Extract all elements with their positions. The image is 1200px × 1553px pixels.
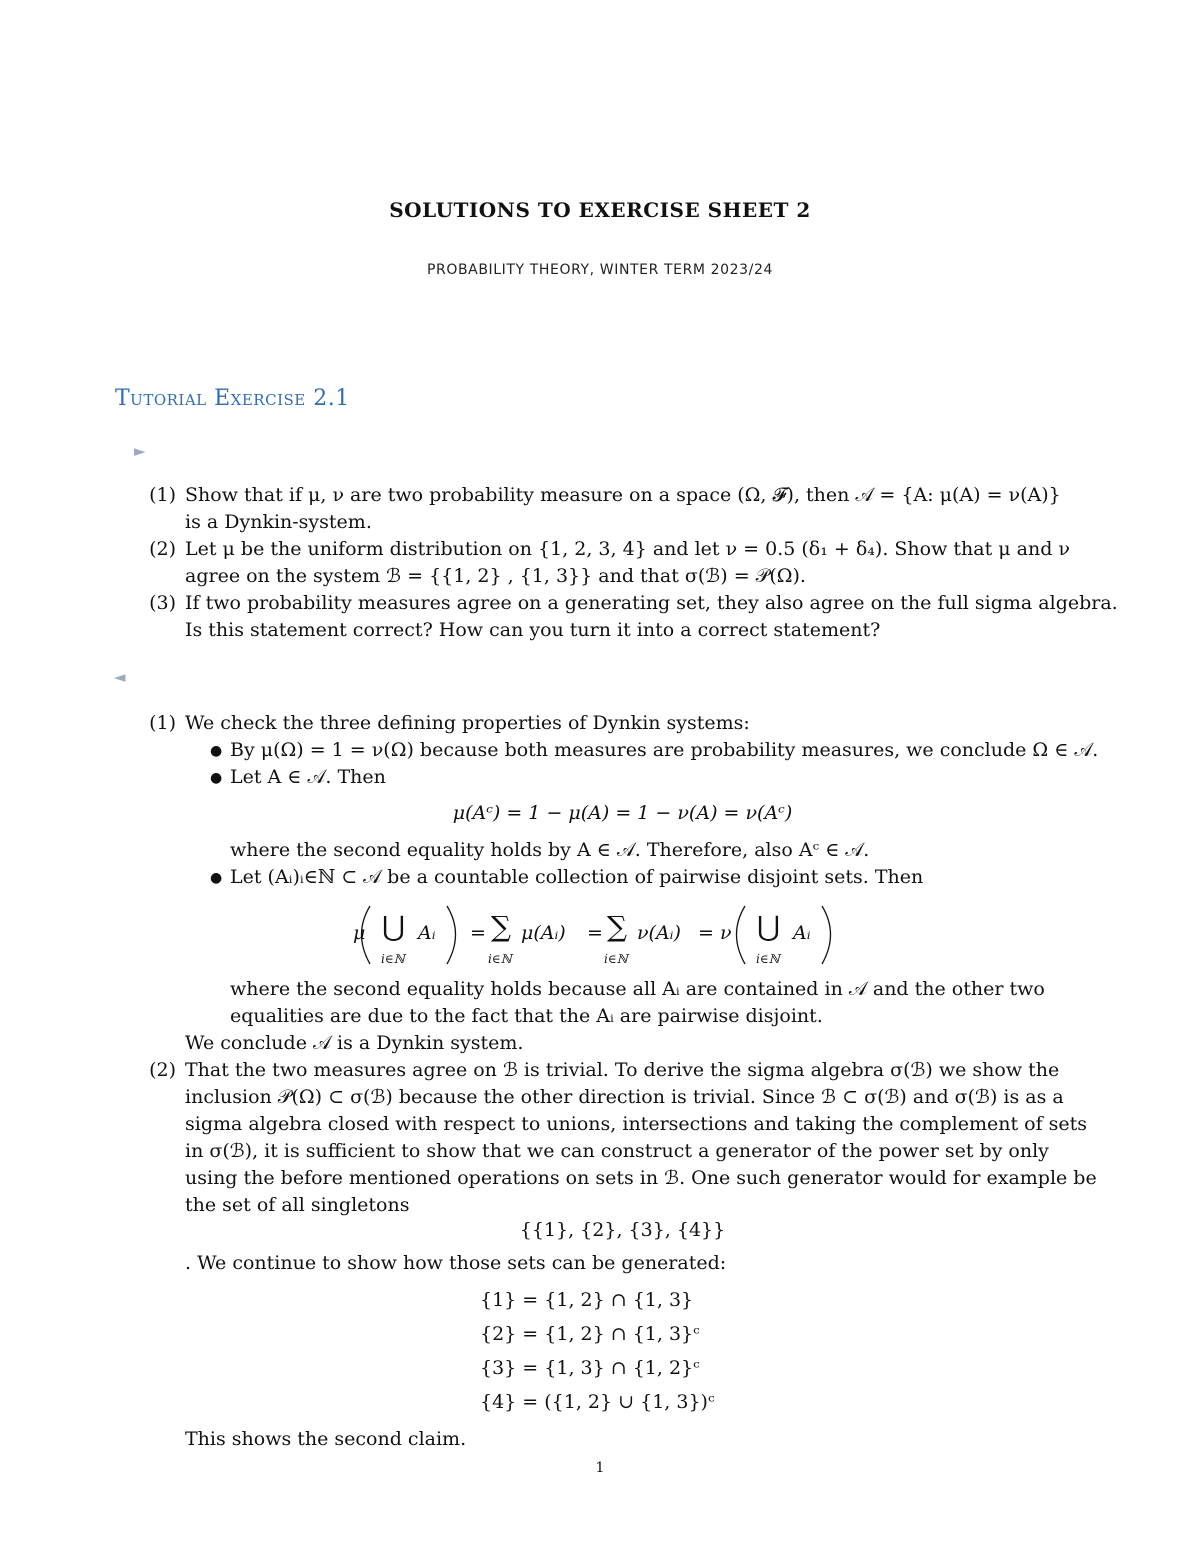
eq-equals: =	[698, 922, 714, 944]
solution-text: the set of all singletons	[185, 1194, 410, 1216]
eq-sum-symbol: ∑	[607, 910, 627, 943]
eq-index: i∈ℕ	[756, 952, 780, 966]
exercise-item-line: Show that if μ, ν are two probability measure on a space (Ω, 𝓕), then 𝒜 = {A: μ(A) = ν(A)}	[185, 484, 1061, 506]
solution-text: This shows the second claim.	[185, 1428, 467, 1450]
eq-nu: ν	[720, 922, 732, 944]
solution-text: in σ(ℬ), it is sufficient to show that we can construct a generator of the power set by only	[185, 1140, 1049, 1162]
solution-text: sigma algebra closed with respect to unions, intersections and taking the complement of sets	[185, 1113, 1088, 1135]
exercise-item-number: (2)	[149, 538, 176, 560]
page-number: 1	[595, 1460, 605, 1476]
solution-start-arrow-icon: ◄	[114, 668, 126, 686]
exercise-item-number: (3)	[149, 592, 176, 614]
exercise-item-line: Is this statement correct? How can you turn it into a correct statement?	[185, 619, 881, 641]
eq-equals: =	[587, 922, 603, 944]
document-title: SOLUTIONS TO EXERCISE SHEET 2	[389, 198, 811, 222]
solution-text: where the second equality holds by A ∈ 𝒜. Therefore, also Aᶜ ∈ 𝒜.	[230, 839, 870, 861]
eq-mu-ai: μ(Aᵢ)	[521, 922, 566, 944]
eq-equals: =	[470, 922, 486, 944]
exercise-item-line: is a Dynkin-system.	[185, 511, 372, 533]
equation-singleton-4: {4} = ({1, 2} ∪ {1, 3})ᶜ	[480, 1391, 715, 1413]
eq-index: i∈ℕ	[604, 952, 628, 966]
eq-nu-ai: ν(Aᵢ)	[637, 922, 681, 944]
section-heading: Tutorial Exercise 2.1	[115, 386, 350, 411]
exercise-item-line: agree on the system ℬ = {{1, 2} , {1, 3}} and that σ(ℬ) = 𝒫(Ω).	[185, 565, 806, 587]
equation-singleton-1: {1} = {1, 2} ∩ {1, 3}	[480, 1289, 694, 1311]
eq-sum-symbol: ∑	[491, 910, 511, 943]
bullet-icon: ●	[210, 743, 223, 759]
solution-text: using the before mentioned operations on sets in ℬ. One such generator would for example be	[185, 1167, 1097, 1189]
solution-text: That the two measures agree on ℬ is trivial. To derive the sigma algebra σ(ℬ) we show the	[185, 1059, 1060, 1081]
solution-text: Let (Aᵢ)ᵢ∈ℕ ⊂ 𝒜 be a countable collection of pairwise disjoint sets. Then	[230, 866, 924, 888]
eq-ai: Aᵢ	[418, 922, 436, 944]
solution-text: Let A ∈ 𝒜. Then	[230, 766, 386, 788]
solution-text: We conclude 𝒜 is a Dynkin system.	[185, 1032, 524, 1054]
eq-index: i∈ℕ	[488, 952, 512, 966]
equation-complement: μ(Aᶜ) = 1 − μ(A) = 1 − ν(A) = ν(Aᶜ)	[452, 802, 793, 824]
exercise-item-number: (1)	[149, 484, 176, 506]
eq-union-symbol: ⋃	[757, 910, 780, 943]
exercise-item-line: Let μ be the uniform distribution on {1, 2, 3, 4} and let ν = 0.5 (δ₁ + δ₄). Show that μ and ν	[185, 538, 1070, 560]
solution-text: where the second equality holds because all Aᵢ are contained in 𝒜 and the other two	[230, 978, 1045, 1000]
eq-index: i∈ℕ	[381, 952, 405, 966]
equation-singleton-3: {3} = {1, 3} ∩ {1, 2}ᶜ	[480, 1357, 700, 1379]
bullet-icon: ●	[210, 870, 223, 886]
equation-singletons: {{1}, {2}, {3}, {4}}	[519, 1219, 726, 1241]
exercise-item-line: If two probability measures agree on a generating set, they also agree on the full sigma algebra.	[185, 592, 1118, 614]
solution-item-number: (1)	[149, 712, 176, 734]
solution-item-number: (2)	[149, 1059, 176, 1081]
eq-ai: Aᵢ	[793, 922, 811, 944]
exercise-start-arrow-icon: ►	[134, 442, 146, 460]
solution-text: . We continue to show how those sets can be generated:	[185, 1252, 727, 1274]
bullet-icon: ●	[210, 770, 223, 786]
solution-text: equalities are due to the fact that the Aᵢ are pairwise disjoint.	[230, 1005, 823, 1027]
solution-text: We check the three defining properties of Dynkin systems:	[185, 712, 750, 734]
document-subtitle: PROBABILITY THEORY, WINTER TERM 2023/24	[426, 262, 774, 278]
equation-singleton-2: {2} = {1, 2} ∩ {1, 3}ᶜ	[480, 1323, 700, 1345]
eq-union-symbol: ⋃	[382, 910, 405, 943]
solution-text: By μ(Ω) = 1 = ν(Ω) because both measures are probability measures, we conclude Ω ∈ 𝒜.	[230, 739, 1099, 761]
solution-text: inclusion 𝒫(Ω) ⊂ σ(ℬ) because the other direction is trivial. Since ℬ ⊂ σ(ℬ) and σ(ℬ) is as a	[185, 1086, 1064, 1108]
eq-mu: μ	[353, 922, 366, 944]
equation-countable-additivity	[185, 902, 1060, 972]
